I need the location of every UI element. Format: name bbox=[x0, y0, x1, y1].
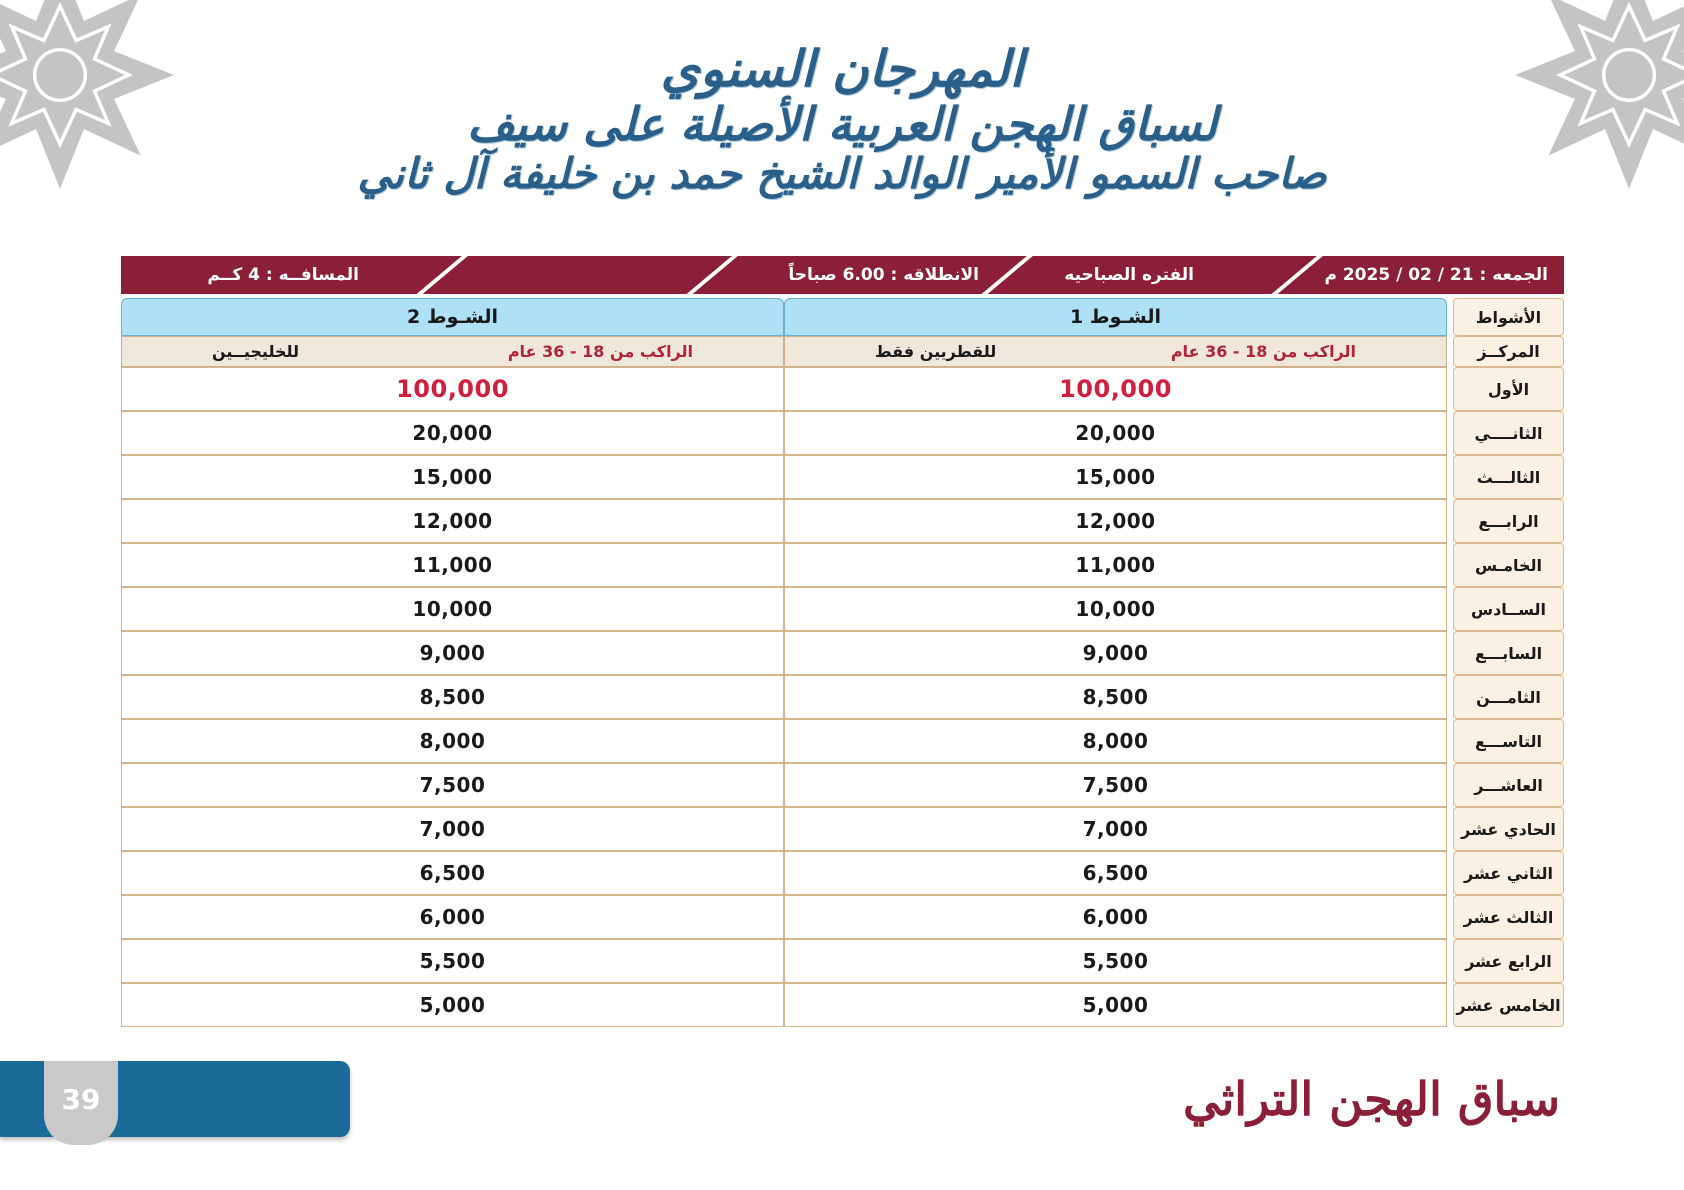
table-row bbox=[121, 851, 1564, 895]
rank-label: التاســـع bbox=[1453, 719, 1564, 763]
prize-value: 15,000 bbox=[784, 455, 1447, 499]
prize-value: 12,000 bbox=[121, 499, 784, 543]
prize-value: 9,000 bbox=[784, 631, 1447, 675]
table-row bbox=[121, 631, 1564, 675]
table-row bbox=[121, 587, 1564, 631]
race-start-time: الانطلاقه : 6.00 صباحاً bbox=[788, 265, 979, 285]
divider bbox=[972, 256, 1040, 294]
divider bbox=[677, 256, 745, 294]
rank-label: الرابـــع bbox=[1453, 499, 1564, 543]
table-row bbox=[121, 455, 1564, 499]
heat-1-age: الراكب من 18 - 36 عام bbox=[1170, 342, 1356, 361]
prize-value: 20,000 bbox=[784, 411, 1447, 455]
prize-value: 8,500 bbox=[121, 675, 784, 719]
divider bbox=[407, 256, 475, 294]
title-line-3: صاحب السمو الأمير الوالد الشيخ حمد بن خليفة آل ثاني bbox=[357, 149, 1327, 199]
footer-title: سباق الهجن التراثي bbox=[1183, 1072, 1560, 1126]
table-row bbox=[121, 939, 1564, 983]
prize-value: 10,000 bbox=[784, 587, 1447, 631]
table-row bbox=[121, 719, 1564, 763]
title-line-2: لسباق الهجن العربية الأصيلة على سيف bbox=[466, 96, 1218, 151]
prize-value: 11,000 bbox=[121, 543, 784, 587]
race-period: الفتره الصباحيه bbox=[1064, 265, 1194, 285]
heat-1-eligibility: للقطريين فقط bbox=[875, 342, 997, 361]
table-row bbox=[121, 543, 1564, 587]
table-row bbox=[121, 807, 1564, 851]
festival-title bbox=[0, 40, 1684, 199]
divider bbox=[1262, 256, 1330, 294]
prize-value: 20,000 bbox=[121, 411, 784, 455]
rank-label: الأول bbox=[1453, 367, 1564, 411]
prize-value: 6,500 bbox=[121, 851, 784, 895]
heat-2-header: الشـوط 2 bbox=[121, 298, 784, 336]
category-row bbox=[121, 336, 1564, 367]
prize-value: 100,000 bbox=[121, 367, 784, 411]
rank-label: الخامس عشر bbox=[1453, 983, 1564, 1027]
prize-value: 5,500 bbox=[784, 939, 1447, 983]
rank-label: الحادي عشر bbox=[1453, 807, 1564, 851]
race-date: الجمعه : 21 / 02 / 2025 م bbox=[1324, 265, 1548, 285]
rank-label: الثانــــي bbox=[1453, 411, 1564, 455]
heat-1-category bbox=[784, 336, 1447, 367]
prize-value: 10,000 bbox=[121, 587, 784, 631]
prize-table bbox=[121, 298, 1564, 1027]
race-distance: المسافــه : 4 كــم bbox=[207, 265, 359, 285]
prize-value: 5,000 bbox=[784, 983, 1447, 1027]
prize-value: 12,000 bbox=[784, 499, 1447, 543]
prize-value: 7,000 bbox=[784, 807, 1447, 851]
rank-label: الســادس bbox=[1453, 587, 1564, 631]
rank-label: السابـــع bbox=[1453, 631, 1564, 675]
table-row bbox=[121, 983, 1564, 1027]
prize-rows bbox=[121, 367, 1564, 1027]
prize-value: 15,000 bbox=[121, 455, 784, 499]
prize-value: 7,000 bbox=[121, 807, 784, 851]
rank-label: الخامـس bbox=[1453, 543, 1564, 587]
prize-value: 100,000 bbox=[784, 367, 1447, 411]
prize-value: 6,000 bbox=[121, 895, 784, 939]
prize-value: 7,500 bbox=[121, 763, 784, 807]
table-row bbox=[121, 411, 1564, 455]
race-info-bar bbox=[121, 256, 1564, 294]
title-line-1: المهرجان السنوي bbox=[660, 39, 1024, 98]
heat-2-age: الراكب من 18 - 36 عام bbox=[507, 342, 693, 361]
prize-value: 6,500 bbox=[784, 851, 1447, 895]
prize-value: 7,500 bbox=[784, 763, 1447, 807]
prize-value: 8,500 bbox=[784, 675, 1447, 719]
rank-label: الثاني عشر bbox=[1453, 851, 1564, 895]
prize-value: 8,000 bbox=[784, 719, 1447, 763]
prize-value: 5,500 bbox=[121, 939, 784, 983]
rank-label: الثالـــث bbox=[1453, 455, 1564, 499]
prize-value: 5,000 bbox=[121, 983, 784, 1027]
rank-label: العاشـــر bbox=[1453, 763, 1564, 807]
heat-2-eligibility: للخليجيــين bbox=[212, 342, 300, 361]
prize-value: 6,000 bbox=[784, 895, 1447, 939]
table-row bbox=[121, 763, 1564, 807]
rank-label: الثامـــن bbox=[1453, 675, 1564, 719]
prize-value: 11,000 bbox=[784, 543, 1447, 587]
prize-value: 9,000 bbox=[121, 631, 784, 675]
table-row bbox=[121, 675, 1564, 719]
rank-label: الرابع عشر bbox=[1453, 939, 1564, 983]
heats-header-row bbox=[121, 298, 1564, 336]
table-row bbox=[121, 499, 1564, 543]
category-label: المركــز bbox=[1453, 336, 1564, 367]
page-number: 39 bbox=[44, 1061, 118, 1145]
table-row bbox=[121, 367, 1564, 411]
rank-label: الثالث عشر bbox=[1453, 895, 1564, 939]
table-row bbox=[121, 895, 1564, 939]
heat-1-header: الشـوط 1 bbox=[784, 298, 1447, 336]
heats-label: الأشواط bbox=[1453, 298, 1564, 336]
prize-value: 8,000 bbox=[121, 719, 784, 763]
heat-2-category bbox=[121, 336, 784, 367]
